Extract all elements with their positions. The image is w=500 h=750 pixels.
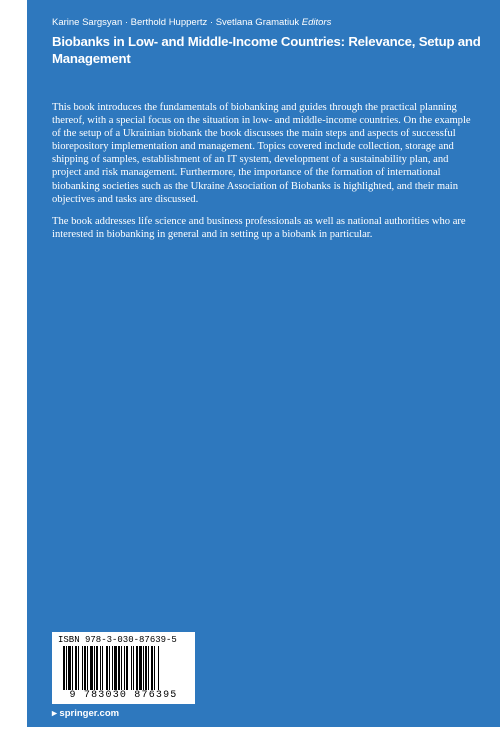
barcode-icon — [63, 646, 190, 690]
isbn-label: ISBN 978-3-030-87639-5 — [58, 635, 177, 645]
description-paragraph-1: This book introduces the fundamentals of biobanking and guides through the practical planning thereof, with a special focus on the situation in low- and middle-income countries. On the example of the setup of a Ukrainian biobank the book discusses the main steps and aspects of successful biorepository implementation and management. Topics covered include collection, storage and shipping of samples, establishment of an IT system, development of a sustainability plan, and project and risk management. Furthermore, the importance of the formation of international biobanking societies such as the Ukraine Association of Biobanks is highlighted, and their main objectives and tasks are discussed. — [52, 102, 471, 205]
barcode-digits: 9 783030 876395 — [69, 690, 178, 701]
editors-line — [52, 17, 492, 28]
publisher-arrow-icon: ▸ — [52, 708, 57, 719]
editor-names: Karine Sargsyan · Berthold Huppertz · Svetlana Gramatiuk — [52, 17, 300, 28]
book-title: Biobanks in Low- and Middle-Income Countries: Relevance, Setup and Management — [52, 34, 481, 66]
publisher-url — [52, 708, 119, 719]
editors-role: Editors — [301, 17, 332, 28]
book-description — [52, 101, 472, 250]
isbn-barcode-box — [52, 632, 195, 704]
description-paragraph-2: The book addresses life science and business professionals as well as national authorities who are interested in biobanking in general and in setting up a biobank in particular. — [52, 215, 466, 240]
publisher-label: springer.com — [59, 708, 120, 719]
back-cover — [27, 0, 500, 727]
